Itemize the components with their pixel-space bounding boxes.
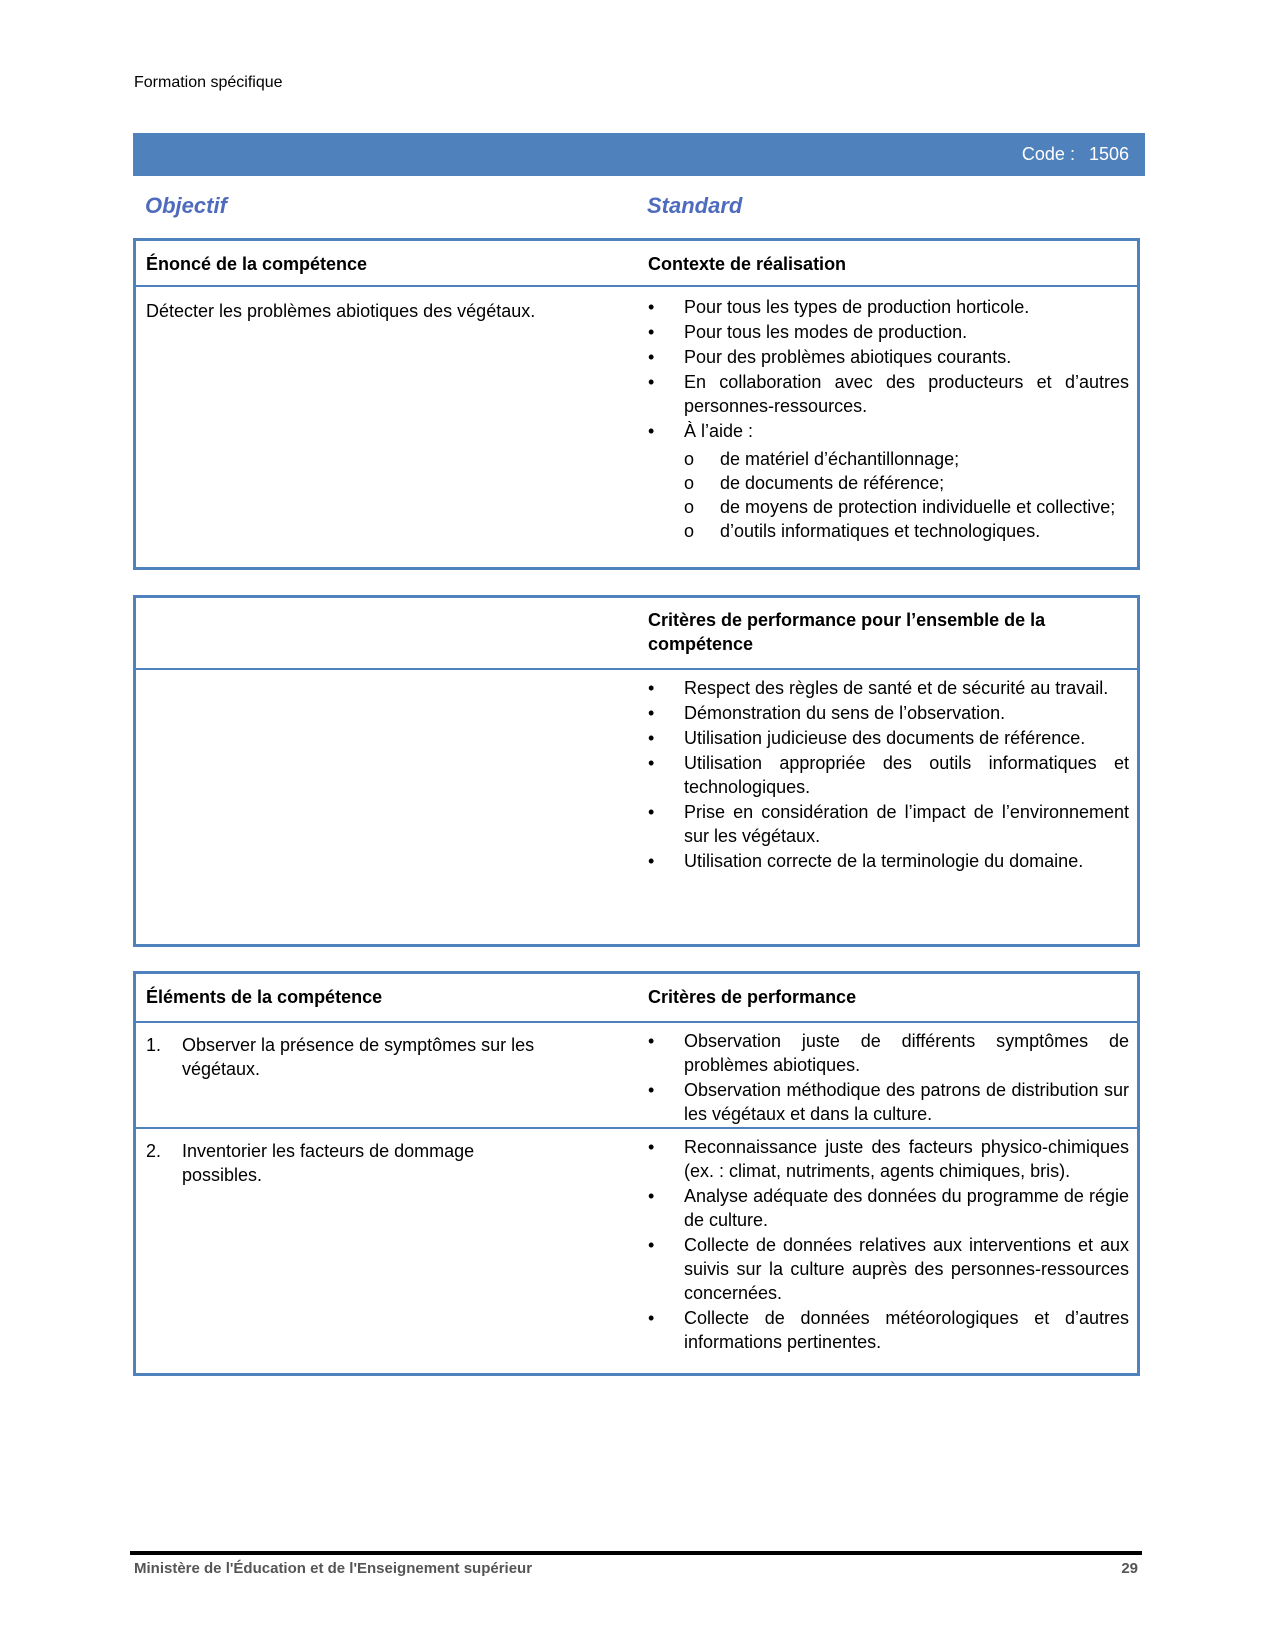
criteres-ensemble-list [648,676,1129,874]
enonce-text: Détecter les problèmes abiotiques des végétaux. [146,301,536,321]
enonce-header: Énoncé de la compétence [146,254,368,274]
list-item: • Observation méthodique des patrons de distribution sur les végétaux et dans la culture. [648,1078,1129,1126]
list-item: • Démonstration du sens de l’observation. [648,701,1129,725]
code-value: 1506 [1088,144,1129,164]
list-item: • Utilisation correcte de la terminologie du domaine. [648,849,1129,873]
code-label: Code : [1021,144,1075,164]
running-title: Formation spécifique [134,74,283,91]
footer-ministry: Ministère de l'Éducation et de l'Enseignement supérieur [134,1560,533,1577]
contexte-sublist [648,447,1129,543]
criteres-ensemble-header-row [136,598,1137,670]
element-number: 1. [146,1035,162,1055]
criteres-header: Critères de performance [648,987,857,1007]
criteres-ensemble-header: Critères de performance pour l’ensemble de la compétence [648,610,1046,654]
list-item: • Pour des problèmes abiotiques courants. [648,345,1129,369]
list-item: • Observation juste de différents symptômes de problèmes abiotiques. [648,1029,1129,1077]
list-item: • Analyse adéquate des données du programme de régie de culture. [648,1184,1129,1232]
standard-heading: Standard [647,193,743,218]
element-criteria-list [648,1029,1129,1127]
list-item: • En collaboration avec des producteurs et d’autres personnes-ressources. [648,370,1129,418]
list-item: • Prise en considération de l’impact de l’environnement sur les végétaux. [648,800,1129,848]
table-row [136,1127,1137,1352]
contexte-list [648,295,1129,543]
list-item: o de matériel d’échantillonnage; [684,449,960,469]
list-item: • Collecte de données météorologiques et d’autres informations pertinentes. [648,1306,1129,1354]
list-item: • À l’aide : [648,419,1129,443]
element-text: Inventorier les facteurs de dommage possibles. [182,1141,475,1185]
circle-bullet-icon: o [684,497,695,517]
criteres-ensemble-table [133,595,1140,947]
contexte-header: Contexte de réalisation [648,254,847,274]
competence-table-header [136,241,1137,287]
list-item: • Utilisation appropriée des outils informatiques et technologiques. [648,751,1129,799]
table-row [136,1023,1137,1127]
list-item: o de documents de référence; [684,473,945,493]
list-item: • Collecte de données relatives aux interventions et aux suivis sur la culture auprès des personnes-ressources concernées. [648,1233,1129,1305]
list-item: • Reconnaissance juste des facteurs physico-chimiques (ex. : climat, nutriments, agents chimiques, bris). [648,1135,1129,1183]
element-item [146,1139,526,1187]
list-item: • Pour tous les modes de production. [648,320,1129,344]
circle-bullet-icon: o [684,473,695,493]
circle-bullet-icon: o [684,521,695,541]
element-item [146,1033,591,1081]
list-item: • Respect des règles de santé et de sécurité au travail. [648,676,1129,700]
page-number: 29 [1121,1560,1138,1577]
element-criteria-list [648,1135,1129,1355]
elements-table [133,971,1140,1376]
list-item: o de moyens de protection individuelle et collective; [684,497,1116,517]
elements-table-header [136,974,1137,1023]
element-number: 2. [146,1141,162,1161]
competence-table [133,238,1140,570]
code-band [133,133,1145,176]
list-item: • Pour tous les types de production horticole. [648,295,1129,319]
circle-bullet-icon: o [684,449,695,469]
list-item: o d’outils informatiques et technologiques. [684,521,1041,541]
elements-header: Éléments de la compétence [146,987,383,1007]
list-item: • Utilisation judicieuse des documents de référence. [648,726,1129,750]
objectif-heading: Objectif [145,193,227,218]
element-text: Observer la présence de symptômes sur les végétaux. [182,1035,535,1079]
footer-divider [130,1551,1142,1555]
